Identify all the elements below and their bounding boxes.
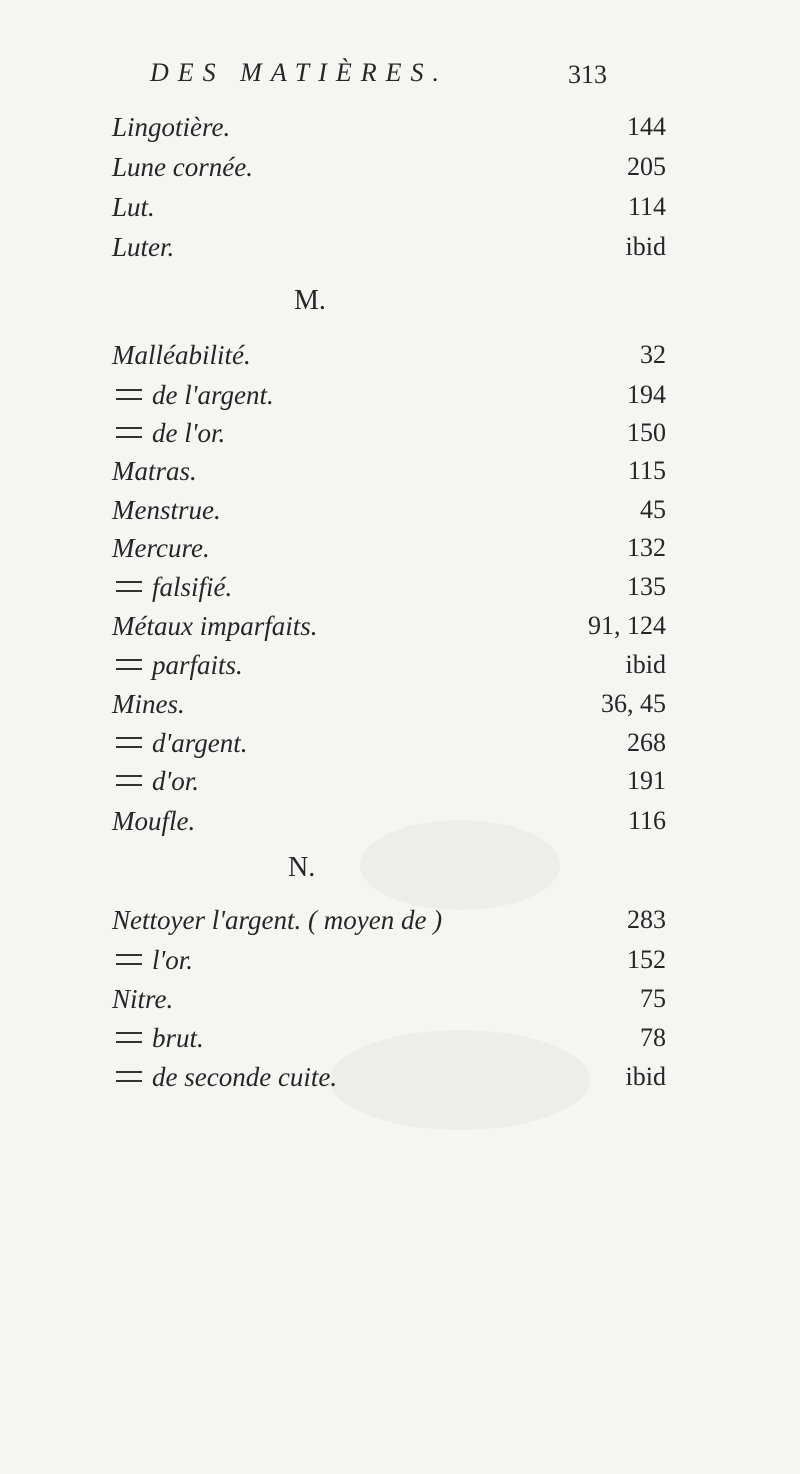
index-entry	[0, 456, 800, 496]
entry-term-text: Nitre.	[112, 984, 174, 1014]
index-entry	[0, 112, 800, 152]
entry-term-text: Menstrue.	[112, 495, 221, 525]
entry-page-number: 152	[627, 945, 666, 974]
entry-page-number: 75	[640, 984, 666, 1013]
entry-term	[112, 806, 195, 837]
index-entry	[0, 984, 800, 1024]
header-title: DES MATIÈRES.	[150, 58, 448, 87]
entry-term	[112, 611, 317, 642]
ditto-dash-icon	[116, 954, 142, 965]
entry-term	[116, 380, 274, 411]
index-entry	[0, 611, 800, 651]
entry-page-number: 144	[627, 112, 666, 141]
ditto-dash-icon	[116, 1071, 142, 1082]
entry-term	[112, 533, 210, 564]
entry-term	[112, 984, 173, 1015]
entry-term-text: Moufle.	[112, 806, 196, 836]
entry-term	[116, 572, 232, 603]
index-entry	[0, 1023, 800, 1063]
entry-term-text: de l'or.	[152, 418, 226, 448]
ditto-dash-icon	[116, 581, 142, 592]
index-entry	[0, 418, 800, 458]
section-letter: M.	[294, 285, 326, 316]
index-entry	[0, 905, 800, 945]
entry-term	[112, 232, 174, 263]
ditto-dash-icon	[116, 427, 142, 438]
entry-term-text: l'or.	[152, 945, 194, 975]
entry-term-text: d'argent.	[152, 728, 248, 758]
entry-page-number: 116	[627, 806, 666, 835]
entry-term-text: Luter.	[112, 232, 175, 262]
entry-page-number: 191	[627, 766, 666, 795]
index-entry	[0, 689, 800, 729]
entry-term-text: Métaux imparfaits.	[112, 611, 318, 641]
entry-term	[112, 152, 253, 183]
entry-page-number: 32	[640, 340, 666, 369]
entry-term-text: d'or.	[152, 766, 200, 796]
entry-term	[112, 192, 155, 223]
index-entry	[0, 806, 800, 846]
entry-term	[112, 905, 442, 936]
entry-term-text: parfaits.	[152, 650, 243, 680]
entry-term-text: Malléabilité.	[112, 340, 251, 370]
entry-term-text: Lut.	[112, 192, 155, 222]
entry-page-number: ibid	[625, 1062, 666, 1091]
entry-term	[116, 728, 248, 759]
index-entry	[0, 340, 800, 380]
entry-page-number: 91, 124	[588, 611, 666, 640]
entry-term	[116, 945, 193, 976]
entry-term-text: falsifié.	[152, 572, 233, 602]
entry-term	[116, 1062, 337, 1093]
header-page-number: 313	[568, 60, 607, 89]
entry-term-text: Nettoyer l'argent. ( moyen de )	[112, 905, 443, 935]
entry-page-number: 78	[640, 1023, 666, 1052]
entry-page-number: 194	[627, 380, 666, 409]
entry-term	[112, 340, 251, 371]
index-entry	[0, 380, 800, 420]
index-entry	[0, 232, 800, 272]
index-entry	[0, 152, 800, 192]
entry-page-number: 268	[627, 728, 666, 757]
entry-term-text: Lingotière.	[112, 112, 231, 142]
entry-page-number: 150	[627, 418, 666, 447]
ditto-dash-icon	[116, 1032, 142, 1043]
entry-term	[112, 456, 197, 487]
index-entry	[0, 495, 800, 535]
entry-term	[112, 495, 221, 526]
entry-term-text: Matras.	[112, 456, 197, 486]
running-header	[0, 58, 800, 98]
index-entry	[0, 1062, 800, 1102]
entry-page-number: 135	[627, 572, 666, 601]
index-entry	[0, 766, 800, 806]
entry-page-number: 283	[627, 905, 666, 934]
entry-page-number: ibid	[625, 232, 666, 261]
entry-page-number: 115	[627, 456, 666, 485]
entry-term	[112, 689, 185, 720]
entry-page-number: 36, 45	[601, 689, 666, 718]
index-entry	[0, 728, 800, 768]
index-entry	[0, 650, 800, 690]
entry-page-number: 114	[627, 192, 666, 221]
section-letter: N.	[288, 852, 316, 883]
entry-page-number: 205	[627, 152, 666, 181]
entry-page-number: 45	[640, 495, 666, 524]
ditto-dash-icon	[116, 659, 142, 670]
entry-term-text: Mines.	[112, 689, 185, 719]
index-entry	[0, 572, 800, 612]
entry-term	[116, 766, 199, 797]
ditto-dash-icon	[116, 775, 142, 786]
entry-term-text: de l'argent.	[152, 380, 274, 410]
entry-page-number: ibid	[625, 650, 666, 679]
entry-page-number: 132	[627, 533, 666, 562]
entry-term-text: Mercure.	[112, 533, 210, 563]
index-entry	[0, 945, 800, 985]
index-entry	[0, 192, 800, 232]
entry-term-text: de seconde cuite.	[152, 1062, 338, 1092]
entry-term	[116, 418, 225, 449]
entry-term-text: brut.	[152, 1023, 204, 1053]
entry-term	[112, 112, 230, 143]
entry-term	[116, 1023, 204, 1054]
ditto-dash-icon	[116, 737, 142, 748]
index-entry	[0, 533, 800, 573]
ditto-dash-icon	[116, 389, 142, 400]
entry-term	[116, 650, 243, 681]
entry-term-text: Lune cornée.	[112, 152, 253, 182]
